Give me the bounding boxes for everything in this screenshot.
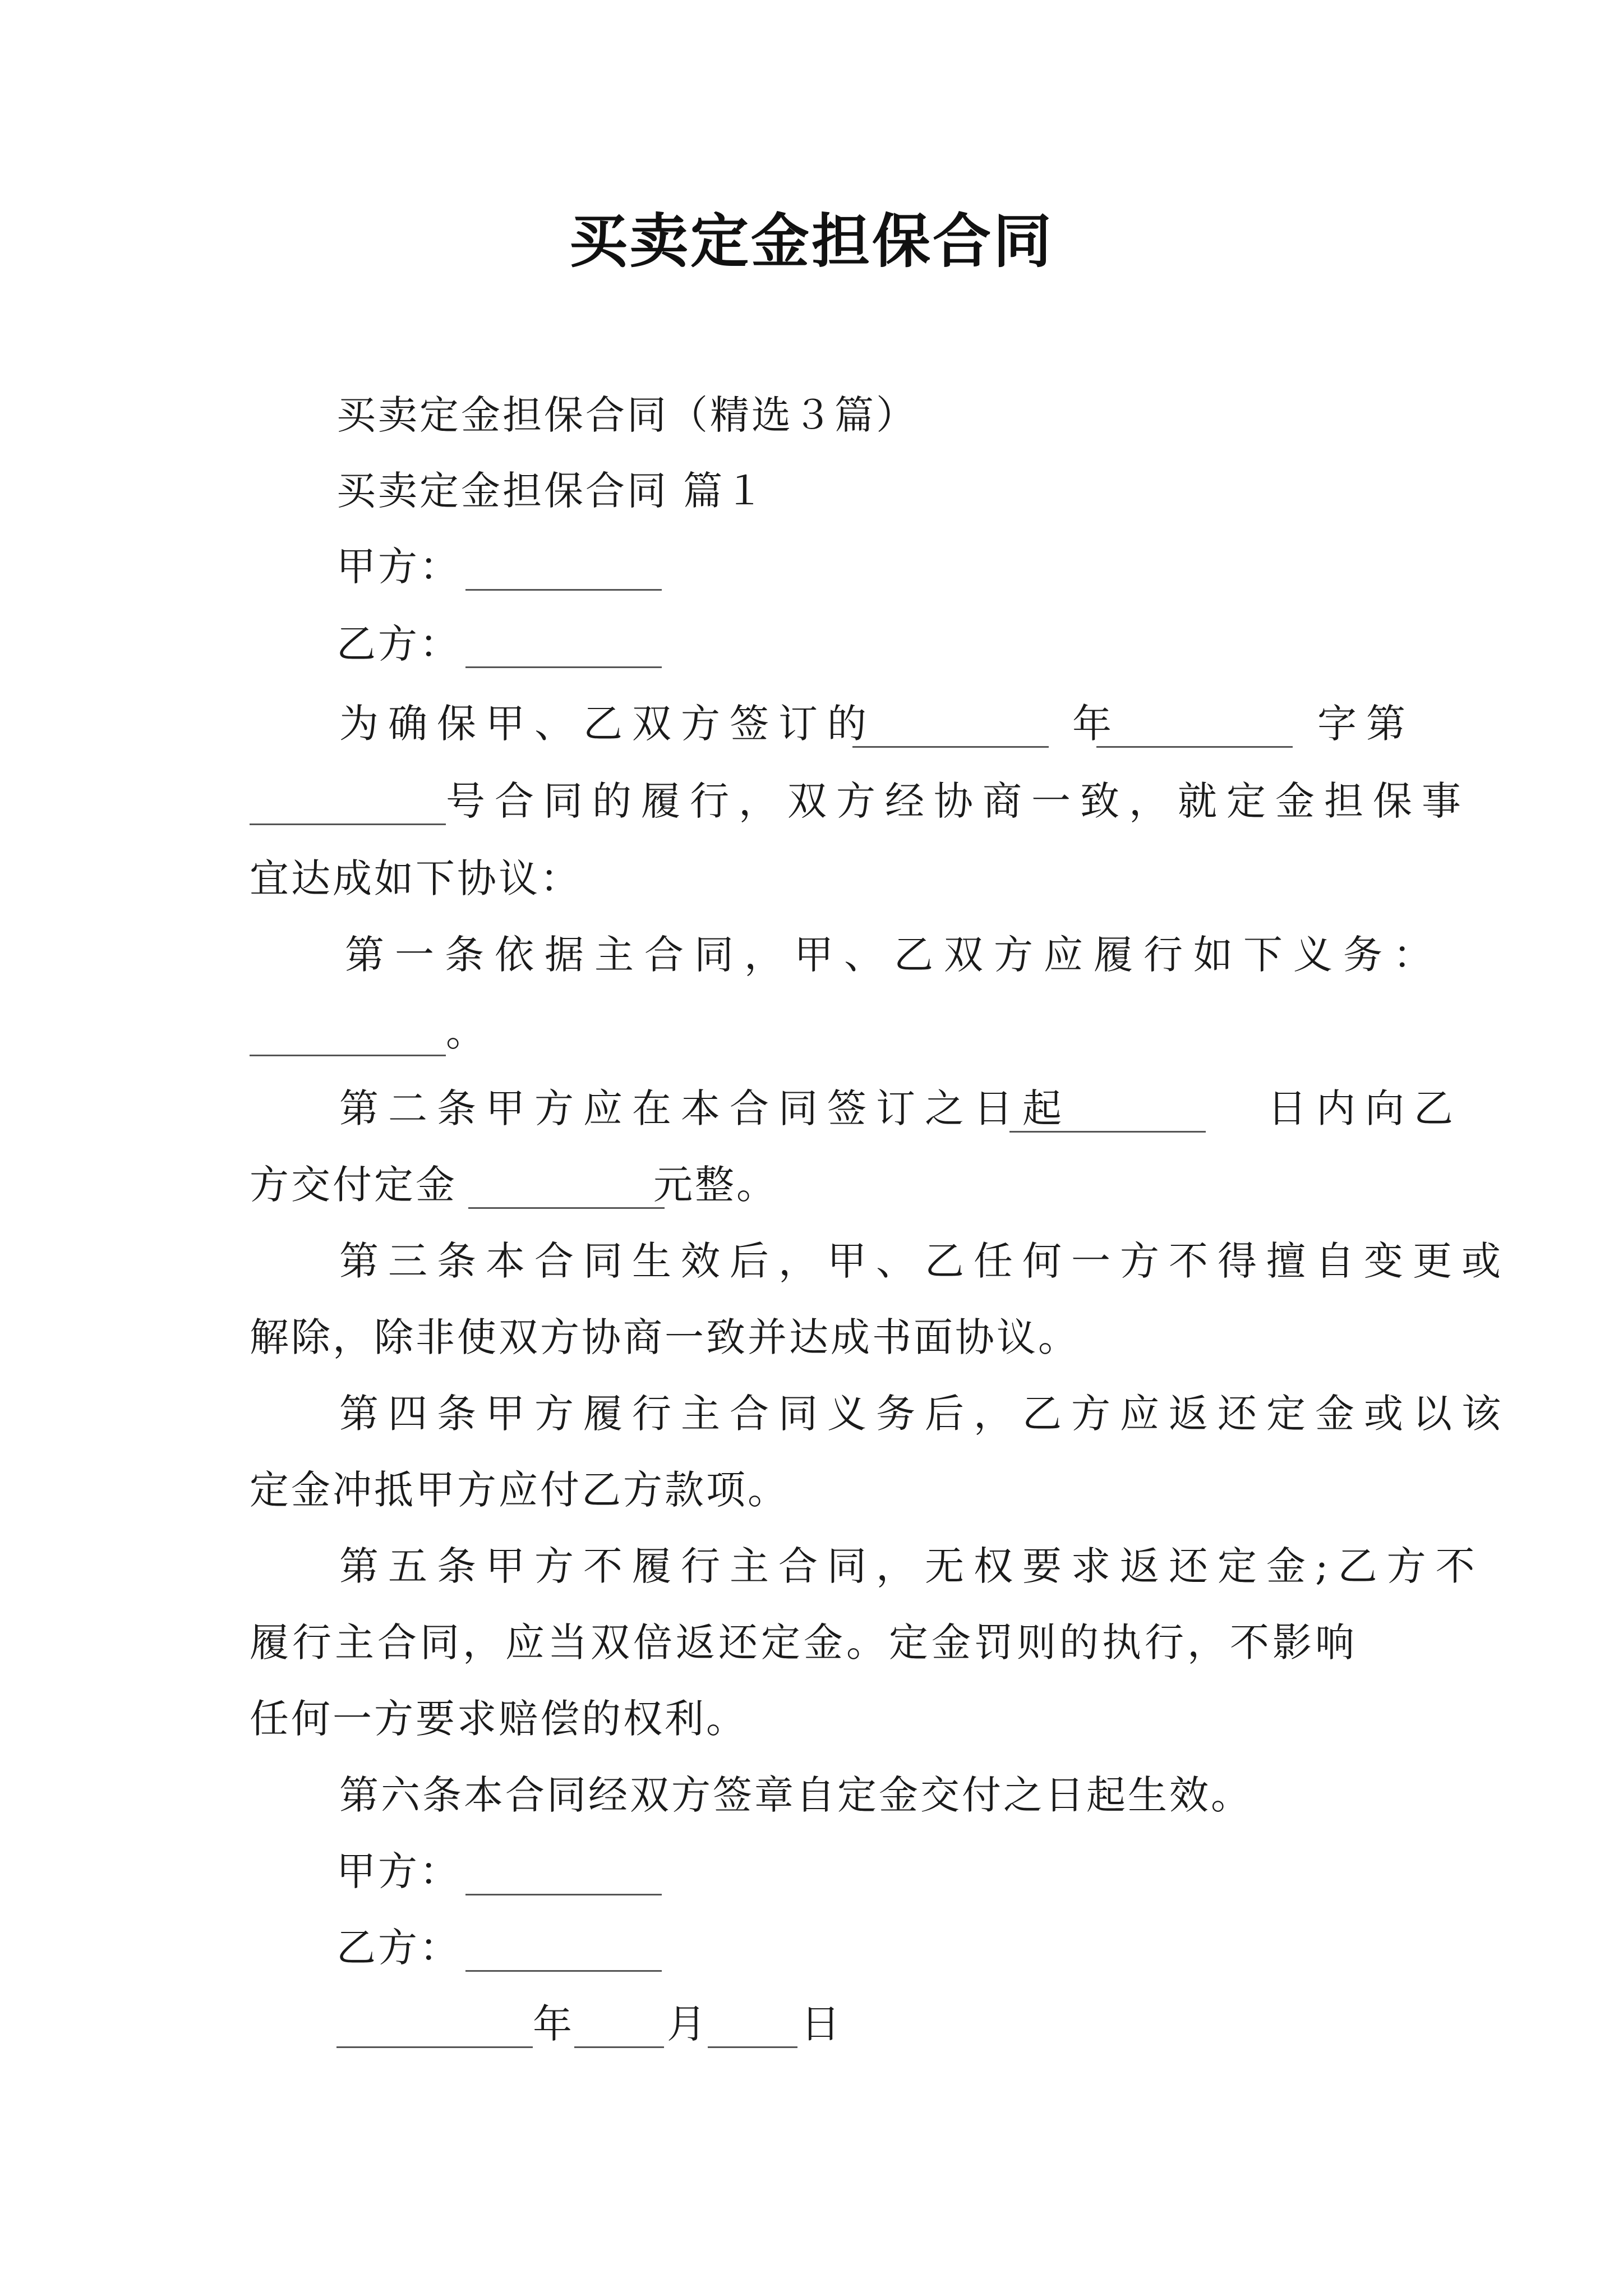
article-5-line1: 第五条甲方不履行主合同，无权要求返还定金;乙方不 bbox=[339, 1543, 1484, 1589]
intro-line2 bbox=[250, 773, 1470, 829]
party-b-blank bbox=[465, 666, 662, 668]
underline-3 bbox=[250, 823, 446, 825]
article-2-line2 bbox=[250, 1157, 778, 1213]
day-label: 日 bbox=[801, 2001, 842, 2047]
article-6-text: 第六条本合同经双方签章自定金交付之日起生效。 bbox=[339, 1772, 1252, 1818]
underline-2 bbox=[1096, 746, 1293, 748]
article-1-text: 第一条依据主合同，甲、乙双方应履行如下义务： bbox=[345, 932, 1443, 978]
signature-party-b-label: 乙方： bbox=[336, 1925, 461, 1971]
intro-part4: 号合同的履行，双方经协商一致，就定金担保事 bbox=[446, 778, 1470, 824]
underline-day bbox=[708, 2046, 797, 2048]
signature-date bbox=[336, 1996, 842, 2052]
underline-6 bbox=[468, 1207, 665, 1209]
year-label: 年 bbox=[533, 2001, 574, 2047]
article-1-line2 bbox=[250, 1004, 487, 1060]
underline-4 bbox=[250, 1055, 446, 1056]
article-2-part1: 第二条甲方应在本合同签订之日起 bbox=[339, 1085, 1071, 1131]
intro-paragraph bbox=[339, 696, 1415, 752]
article-3-line1: 第三条本合同生效后，甲、乙任何一方不得擅自变更或 bbox=[339, 1238, 1510, 1284]
article-2-part4: 元整。 bbox=[653, 1162, 778, 1208]
article-4-line2: 定金冲抵甲方应付乙方款项。 bbox=[250, 1467, 789, 1513]
party-a-label: 甲方： bbox=[336, 544, 461, 590]
month-label: 月 bbox=[667, 2001, 708, 2047]
article-1-end: 。 bbox=[446, 1009, 487, 1055]
intro-line3: 宜达成如下协议： bbox=[250, 855, 582, 901]
underline-year bbox=[336, 2046, 533, 2048]
article-4-line1: 第四条甲方履行主合同义务后，乙方应返还定金或以该 bbox=[339, 1391, 1510, 1437]
signature-party-a-label: 甲方： bbox=[336, 1848, 461, 1894]
signature-party-a-blank bbox=[465, 1894, 662, 1895]
underline-1 bbox=[852, 746, 1049, 748]
intro-part1: 为确保甲、乙双方签订的 bbox=[339, 701, 876, 747]
document-subtitle: 买卖定金担保合同（精选３篇） bbox=[336, 392, 917, 438]
underline-5 bbox=[1009, 1131, 1206, 1133]
party-a-blank bbox=[465, 589, 662, 591]
article-5-line3: 任何一方要求赔偿的权利。 bbox=[250, 1696, 748, 1742]
intro-part2: 年 bbox=[1072, 701, 1121, 747]
article-5-line2: 履行主合同，应当双倍返还定金。定金罚则的执行，不影响 bbox=[250, 1619, 1358, 1665]
article-2-part2: 日内向乙 bbox=[1267, 1085, 1463, 1131]
intro-part3: 字第 bbox=[1317, 701, 1415, 747]
article-2-line1 bbox=[339, 1080, 1463, 1137]
underline-month bbox=[574, 2046, 664, 2048]
article-2-part3: 方交付定金 bbox=[250, 1162, 457, 1208]
party-b-label: 乙方： bbox=[336, 621, 461, 667]
article-3-line2: 解除，除非使双方协商一致并达成书面协议。 bbox=[250, 1314, 1080, 1360]
document-title: 买卖定金担保合同 bbox=[569, 207, 1054, 275]
section-heading: 买卖定金担保合同 篇１ bbox=[336, 468, 767, 514]
signature-party-b-blank bbox=[465, 1970, 662, 1972]
